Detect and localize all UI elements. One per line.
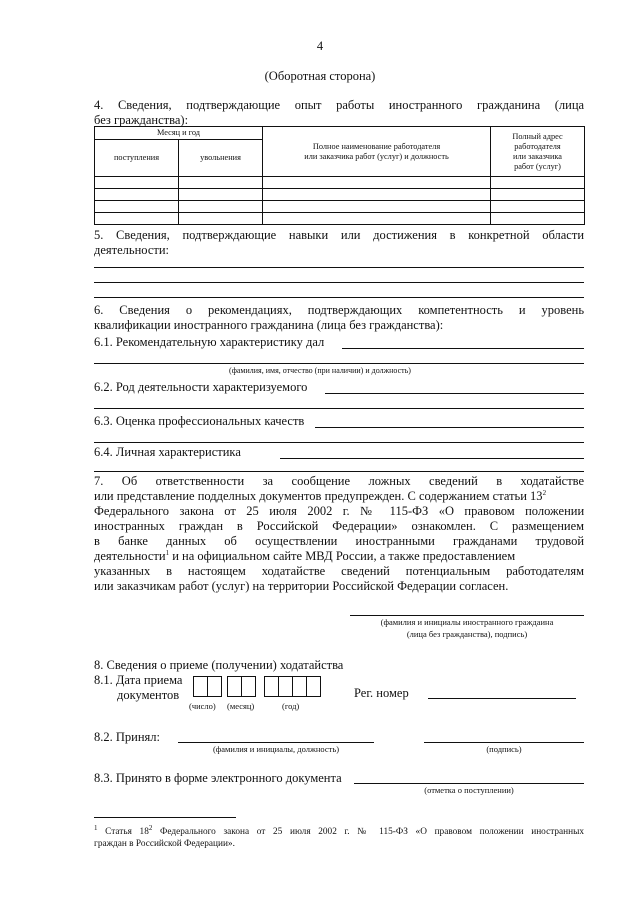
personal-characteristic-line[interactable] xyxy=(94,471,584,472)
section-6-2-label: 6.2. Род деятельности характеризуемого xyxy=(94,380,308,394)
personal-characteristic-field[interactable] xyxy=(280,458,584,459)
page-side-title: (Оборотная сторона) xyxy=(264,69,376,83)
month-year-header: Месяц и год xyxy=(95,127,263,140)
section-5-heading: 5. Сведения, подтверждающие навыки или достижения в конкретной области xyxy=(94,228,585,242)
table-row[interactable] xyxy=(95,213,585,225)
section-7-line-5: в банке данных об осуществлении иностранными гражданами трудовой xyxy=(94,534,585,548)
section-8-title: 8. Сведения о приеме (получении) ходатайства xyxy=(94,658,344,672)
day-digit-box[interactable] xyxy=(193,676,208,697)
section-6-3-label: 6.3. Оценка профессиональных качеств xyxy=(94,414,305,428)
address-header: Полный адрес работодателя или заказчика работ (услуг) xyxy=(491,127,585,177)
registration-number-field[interactable] xyxy=(428,698,576,699)
month-digit-box[interactable] xyxy=(227,676,242,697)
footnote-line-1: $^1$ Статья $18^2$ Федерального закона от 25 июля 2002 г. № 115-ФЗ «О правовом положении иностранных xyxy=(94,823,584,837)
registration-number-label: Рег. номер xyxy=(354,686,409,700)
table-row[interactable] xyxy=(95,201,585,213)
section-6-heading-cont: квалификации иностранного гражданина (лица без гражданства): xyxy=(94,318,444,332)
admission-header: поступления xyxy=(95,140,179,177)
section-7-line-8: или заказчикам работ (услуг) на территории Российской Федерации согласен. xyxy=(94,579,509,593)
year-caption: (год) xyxy=(282,701,300,711)
year-digit-box[interactable] xyxy=(306,676,321,697)
section-5-line[interactable] xyxy=(94,267,584,268)
section-7-line-4: иностранных граждан в Российской Федерации» ознакомлен. С размещением xyxy=(94,519,585,533)
applicant-signature-caption: (фамилия и инициалы иностранного граждаина xyxy=(380,617,554,627)
applicant-signature-caption-2: (лица без гражданства), подпись) xyxy=(406,629,528,639)
day-digit-box[interactable] xyxy=(207,676,222,697)
footnote-line-2: граждан в Российской Федерации». xyxy=(94,839,235,849)
employer-header: Полное наименование работодателя или заказчика работ (услуг) и должность xyxy=(263,127,491,177)
year-digit-box[interactable] xyxy=(278,676,293,697)
footnote-separator xyxy=(94,817,236,818)
month-caption: (месяц) xyxy=(227,701,255,711)
section-5-heading-cont: деятельности: xyxy=(94,243,170,257)
received-signature-caption: (подпись) xyxy=(486,744,522,754)
section-7-line-6: деятельности$^1$ и на официальном сайте МВД России, а также предоставлением xyxy=(94,548,516,563)
recommender-caption: (фамилия, имя, отчество (при наличии) и должность) xyxy=(229,366,411,375)
received-by-caption: (фамилия и инициалы, должность) xyxy=(212,744,340,754)
section-8-1-label-cont: документов xyxy=(117,688,180,702)
activity-field[interactable] xyxy=(325,393,584,394)
received-signature-field[interactable] xyxy=(424,742,584,743)
table-row[interactable] xyxy=(95,177,585,189)
section-8-1-label: 8.1. Дата приема xyxy=(94,673,183,687)
section-6-1-label: 6.1. Рекомендательную характеристику дал xyxy=(94,335,325,349)
section-7-line-2: или представление подделных документов предупрежден. С содержанием статьи $13^2$ xyxy=(94,488,547,503)
section-4-heading: 4. Сведения, подтверждающие опыт работы иностранного гражданина (лица xyxy=(94,98,585,112)
professional-assessment-line[interactable] xyxy=(94,442,584,443)
year-digit-box[interactable] xyxy=(264,676,279,697)
section-6-4-label: 6.4. Личная характеристика xyxy=(94,445,241,459)
month-digit-box[interactable] xyxy=(241,676,256,697)
section-8-3-label: 8.3. Принято в форме электронного документа xyxy=(94,771,342,785)
electronic-receipt-field[interactable] xyxy=(354,783,584,784)
received-by-field[interactable] xyxy=(178,742,374,743)
section-5-line[interactable] xyxy=(94,297,584,298)
work-experience-table xyxy=(94,126,585,225)
section-7-line-3: Федерального закона от 25 июля 2002 г. № 115-ФЗ «О правовом положении xyxy=(94,504,585,518)
applicant-signature-field[interactable] xyxy=(350,615,584,616)
activity-field-line[interactable] xyxy=(94,408,584,409)
day-caption: (число) xyxy=(189,701,216,711)
professional-assessment-field[interactable] xyxy=(315,427,584,428)
year-digit-box[interactable] xyxy=(292,676,307,697)
table-row[interactable] xyxy=(95,189,585,201)
section-5-line[interactable] xyxy=(94,282,584,283)
section-8-2-label: 8.2. Принял: xyxy=(94,730,160,744)
page-number: 4 xyxy=(316,39,324,53)
section-4-heading-cont: без гражданства): xyxy=(94,113,189,127)
section-6-heading: 6. Сведения о рекомендациях, подтверждающих компетентность и уровень xyxy=(94,303,585,317)
section-7-line-1: 7. Об ответственности за сообщение ложных сведений в ходатайстве xyxy=(94,474,585,488)
dismissal-header: увольнения xyxy=(179,140,263,177)
section-7-line-7: указанных в настоящем ходатайстве сведений потенциальным работодателям xyxy=(94,564,585,578)
electronic-receipt-caption: (отметка о поступлении) xyxy=(424,785,514,795)
recommender-field-line[interactable] xyxy=(94,363,584,364)
recommender-field[interactable] xyxy=(342,348,584,349)
